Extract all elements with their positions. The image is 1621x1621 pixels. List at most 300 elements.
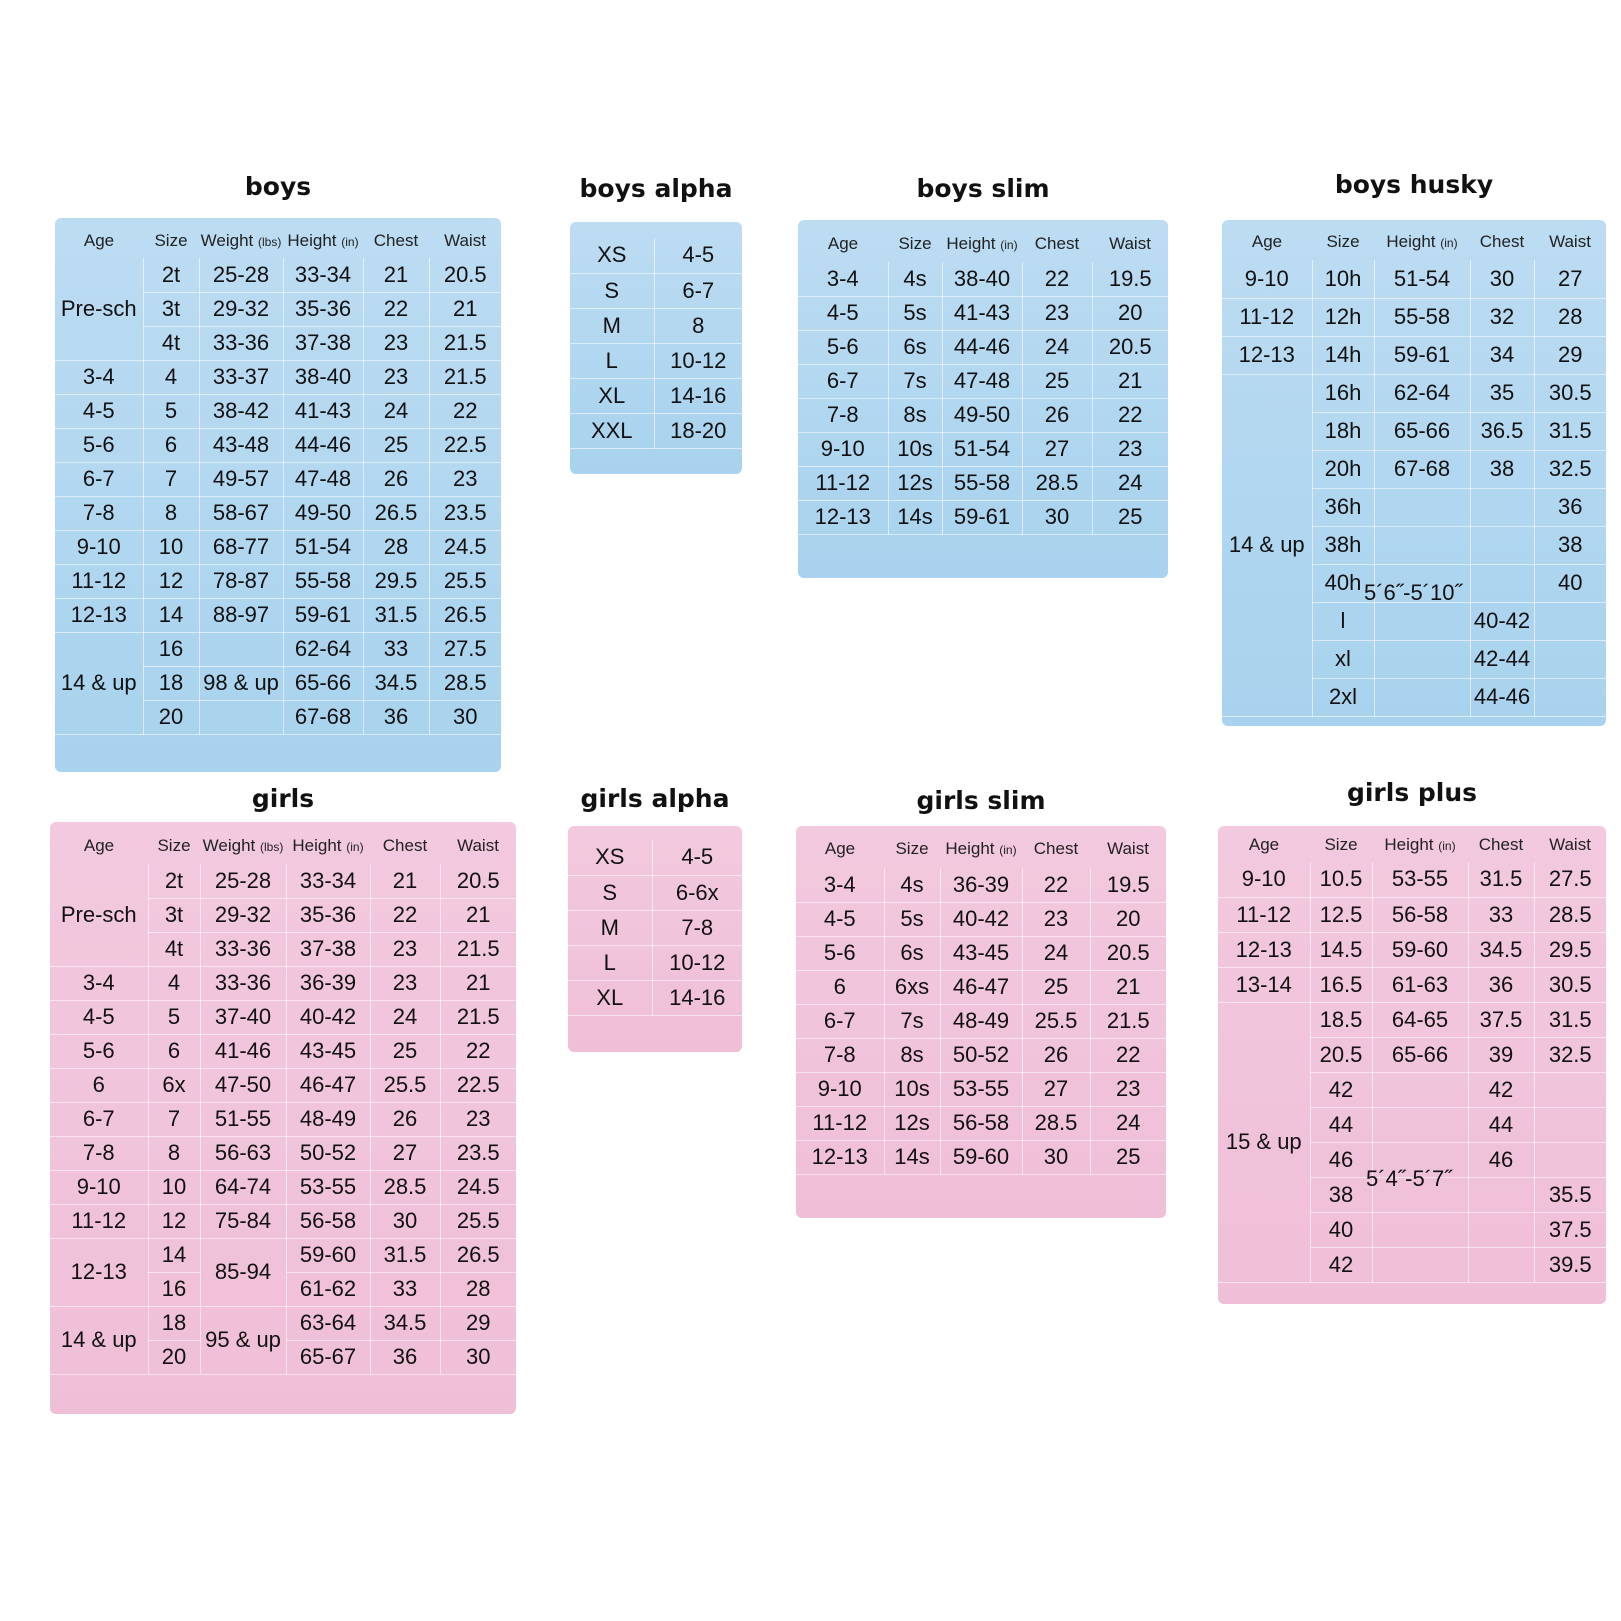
height-cell: 51-54 [1374, 260, 1470, 298]
chest-cell: 25 [1022, 364, 1092, 398]
age-cell: 9-10 [50, 1170, 148, 1204]
size-cell: 2t [148, 864, 200, 898]
table-row [798, 296, 1168, 330]
height-cell: 50-52 [940, 1038, 1022, 1072]
age-cell: 6-7 [55, 462, 143, 496]
chest-cell: 34.5 [370, 1306, 440, 1340]
height-cell: 40-42 [940, 902, 1022, 936]
table-row [50, 1000, 516, 1034]
size-cell: 40h [1312, 564, 1374, 602]
height-cell: 37-38 [286, 932, 370, 966]
header-waist: Waist [1107, 839, 1149, 858]
size-cell: 2xl [1312, 678, 1374, 716]
height-cell [1374, 488, 1470, 526]
waist-cell: 24.5 [429, 530, 501, 564]
boys-slim-panel [798, 220, 1168, 578]
table-row [50, 1170, 516, 1204]
chest-cell: 26.5 [363, 496, 429, 530]
size-cell: 14s [888, 500, 942, 534]
waist-cell: 19.5 [1090, 868, 1166, 902]
height-cell [1372, 1072, 1468, 1107]
waist-cell: 24 [1090, 1106, 1166, 1140]
table-row [50, 1238, 516, 1272]
age-cell: 6-7 [798, 364, 888, 398]
alpha-range-cell: 6-7 [654, 273, 742, 308]
weight-cell: 47-50 [200, 1068, 286, 1102]
age-cell: 9-10 [55, 530, 143, 564]
weight-cell [199, 632, 283, 666]
age-cell: 14 & up [50, 1306, 148, 1374]
table-row [798, 262, 1168, 296]
age-cell: 9-10 [1222, 260, 1312, 298]
size-cell: 16h [1312, 374, 1374, 412]
table-row [796, 1072, 1166, 1106]
size-cell: 8s [884, 1038, 940, 1072]
chest-cell: 22 [1022, 868, 1090, 902]
height-cell: 56-58 [1372, 897, 1468, 932]
size-cell: 4t [148, 932, 200, 966]
waist-cell: 28.5 [429, 666, 501, 700]
chest-cell: 30 [1470, 260, 1534, 298]
waist-cell: 28 [1534, 298, 1606, 336]
girls-title: girls [251, 784, 315, 813]
chest-cell: 34.5 [1468, 932, 1534, 967]
chest-cell: 21 [370, 864, 440, 898]
chest-cell: 31.5 [363, 598, 429, 632]
height-cell: 38-40 [283, 360, 363, 394]
age-cell: 6-7 [50, 1102, 148, 1136]
table-row [50, 966, 516, 1000]
header-chest: Chest [1478, 835, 1524, 854]
weight-cell: 64-74 [200, 1170, 286, 1204]
waist-cell: 28.5 [1534, 897, 1606, 932]
size-cell: 10.5 [1310, 862, 1372, 897]
waist-cell: 21.5 [440, 932, 516, 966]
boys-table [55, 224, 501, 735]
age-cell: 4-5 [798, 296, 888, 330]
waist-cell: 21 [1090, 970, 1166, 1004]
table-row [50, 864, 516, 898]
table-row [50, 1306, 516, 1340]
header-age: Age [83, 836, 115, 855]
chest-cell: 30 [1022, 500, 1092, 534]
height-cell: 65-66 [1372, 1037, 1468, 1072]
height-cell: 33-34 [286, 864, 370, 898]
age-cell: 15 & up [1218, 1002, 1310, 1282]
table-row [796, 868, 1166, 902]
chest-cell: 28.5 [370, 1170, 440, 1204]
waist-cell: 21 [1092, 364, 1168, 398]
boys-panel [55, 218, 501, 772]
waist-cell: 20.5 [440, 864, 516, 898]
table-row [796, 970, 1166, 1004]
chest-cell [1470, 526, 1534, 564]
height-cell: 49-50 [942, 398, 1022, 432]
age-cell: 7-8 [796, 1038, 884, 1072]
chest-cell: 23 [363, 326, 429, 360]
height-cell: 40-42 [286, 1000, 370, 1034]
chest-cell: 24 [1022, 330, 1092, 364]
size-cell: xl [1312, 640, 1374, 678]
size-cell: 6 [148, 1034, 200, 1068]
size-cell: 40 [1310, 1212, 1372, 1247]
size-cell: 36h [1312, 488, 1374, 526]
age-cell: 3-4 [50, 966, 148, 1000]
table-row [568, 875, 742, 910]
table-row [796, 1004, 1166, 1038]
table-row [50, 1136, 516, 1170]
height-cell: 46-47 [940, 970, 1022, 1004]
age-cell: 3-4 [796, 868, 884, 902]
height-cell: 67-68 [1374, 450, 1470, 488]
size-cell: 7s [884, 1004, 940, 1038]
waist-cell: 30.5 [1534, 374, 1606, 412]
boys-title: boys [244, 172, 312, 201]
alpha-size-cell: XS [568, 840, 652, 875]
chest-cell: 44-46 [1470, 678, 1534, 716]
boys-husky-panel [1222, 220, 1606, 726]
chest-cell: 25 [363, 428, 429, 462]
table-row [798, 364, 1168, 398]
header-size: Size [1326, 232, 1360, 251]
chest-cell: 33 [370, 1272, 440, 1306]
age-cell: 11-12 [798, 466, 888, 500]
boys-husky-table [1222, 224, 1606, 717]
age-cell: 11-12 [1222, 298, 1312, 336]
header-size: Size [1324, 835, 1358, 854]
table-row [55, 598, 501, 632]
chest-cell: 23 [1022, 296, 1092, 330]
height-cell: 51-54 [283, 530, 363, 564]
waist-cell: 26.5 [440, 1238, 516, 1272]
header-waist: Waist [444, 231, 486, 250]
age-cell: 11-12 [50, 1204, 148, 1238]
height-cell: 47-48 [283, 462, 363, 496]
chest-cell: 36 [363, 700, 429, 734]
height-cell: 59-61 [283, 598, 363, 632]
table-row [1218, 897, 1606, 932]
waist-cell [1534, 1107, 1606, 1142]
waist-cell: 22 [1092, 398, 1168, 432]
age-cell: 4-5 [55, 394, 143, 428]
weight-cell: 37-40 [200, 1000, 286, 1034]
weight-cell: 49-57 [199, 462, 283, 496]
boys-alpha-panel [570, 222, 742, 474]
weight-cell: 33-36 [200, 966, 286, 1000]
waist-cell: 37.5 [1534, 1212, 1606, 1247]
size-cell: 5 [148, 1000, 200, 1034]
chest-cell: 23 [1022, 902, 1090, 936]
waist-cell: 24 [1092, 466, 1168, 500]
size-cell: 20h [1312, 450, 1374, 488]
girls-chart [50, 776, 516, 1414]
height-cell: 46-47 [286, 1068, 370, 1102]
header-chest: Chest [373, 231, 419, 250]
waist-cell [1534, 1142, 1606, 1177]
table-row [1218, 862, 1606, 897]
table-row [798, 500, 1168, 534]
alpha-range-cell: 4-5 [654, 238, 742, 273]
table-row [1218, 932, 1606, 967]
waist-cell: 22 [429, 394, 501, 428]
chest-cell: 31.5 [370, 1238, 440, 1272]
boys-slim-title: boys slim [916, 174, 1050, 203]
height-cell: 49-50 [283, 496, 363, 530]
height-cell: 59-60 [940, 1140, 1022, 1174]
table-row [55, 428, 501, 462]
size-cell: 10s [888, 432, 942, 466]
alpha-range-cell: 14-16 [652, 980, 742, 1015]
size-cell: 12h [1312, 298, 1374, 336]
size-cell: 3t [143, 292, 199, 326]
alpha-range-cell: 4-5 [652, 840, 742, 875]
weight-cell: 78-87 [199, 564, 283, 598]
height-cell: 65-66 [1374, 412, 1470, 450]
height-cell: 35-36 [283, 292, 363, 326]
waist-cell [1534, 640, 1606, 678]
size-cell: 12.5 [1310, 897, 1372, 932]
waist-cell: 32.5 [1534, 450, 1606, 488]
weight-cell: 33-36 [199, 326, 283, 360]
waist-cell [1534, 678, 1606, 716]
header-waist: Waist [1549, 835, 1591, 854]
size-cell: 20 [148, 1340, 200, 1374]
size-cell: 10 [143, 530, 199, 564]
chest-cell: 35 [1470, 374, 1534, 412]
weight-cell: 51-55 [200, 1102, 286, 1136]
table-row [568, 980, 742, 1015]
table-row [1218, 1002, 1606, 1037]
height-cell: 43-45 [940, 936, 1022, 970]
alpha-size-cell: S [570, 273, 654, 308]
waist-cell: 20.5 [429, 258, 501, 292]
chest-cell: 23 [370, 932, 440, 966]
chest-cell: 30 [370, 1204, 440, 1238]
chest-cell: 40-42 [1470, 602, 1534, 640]
waist-cell: 22.5 [440, 1068, 516, 1102]
waist-cell: 20 [1092, 296, 1168, 330]
table-row [570, 273, 742, 308]
chest-cell [1470, 564, 1534, 602]
alpha-range-cell: 6-6x [652, 875, 742, 910]
waist-cell: 25.5 [440, 1204, 516, 1238]
height-cell [1374, 526, 1470, 564]
age-cell: 12-13 [1222, 336, 1312, 374]
weight-cell: 29-32 [200, 898, 286, 932]
chest-cell: 25.5 [370, 1068, 440, 1102]
table-row [796, 936, 1166, 970]
size-cell: l [1312, 602, 1374, 640]
height-cell: 55-58 [283, 564, 363, 598]
chest-cell [1468, 1212, 1534, 1247]
girls-slim-title: girls slim [916, 786, 1046, 815]
height-cell: 65-67 [286, 1340, 370, 1374]
weight-cell: 88-97 [199, 598, 283, 632]
age-cell: 5-6 [798, 330, 888, 364]
height-cell [1372, 1247, 1468, 1282]
size-cell: 42 [1310, 1072, 1372, 1107]
age-cell: 12-13 [798, 500, 888, 534]
chest-cell: 26 [363, 462, 429, 496]
header-chest: Chest [1034, 234, 1080, 253]
weight-cell: 58-67 [199, 496, 283, 530]
size-cell: 16.5 [1310, 967, 1372, 1002]
waist-cell: 25 [1090, 1140, 1166, 1174]
waist-cell: 29 [1534, 336, 1606, 374]
chest-cell: 27 [1022, 432, 1092, 466]
chest-cell: 25.5 [1022, 1004, 1090, 1038]
boys-chart [55, 172, 501, 772]
chest-cell: 28 [363, 530, 429, 564]
alpha-range-cell: 7-8 [652, 910, 742, 945]
size-cell: 18h [1312, 412, 1374, 450]
chest-cell: 26 [1022, 398, 1092, 432]
alpha-size-cell: XS [570, 238, 654, 273]
header-age: Age [827, 234, 859, 253]
size-cell: 12s [888, 466, 942, 500]
age-cell: 3-4 [55, 360, 143, 394]
chest-cell: 32 [1470, 298, 1534, 336]
chest-cell: 22 [370, 898, 440, 932]
age-cell: Pre-sch [50, 864, 148, 966]
table-row [570, 343, 742, 378]
girls-alpha-title: girls alpha [580, 784, 730, 813]
waist-cell: 22 [440, 1034, 516, 1068]
height-cell: 59-61 [942, 500, 1022, 534]
chest-cell: 38 [1470, 450, 1534, 488]
size-cell: 6s [888, 330, 942, 364]
size-cell: 14 [143, 598, 199, 632]
alpha-range-cell: 10-12 [652, 945, 742, 980]
waist-cell: 21 [440, 898, 516, 932]
chest-cell: 23 [363, 360, 429, 394]
waist-cell: 23 [1090, 1072, 1166, 1106]
table-row [568, 945, 742, 980]
height-cell: 63-64 [286, 1306, 370, 1340]
weight-cell: 25-28 [199, 258, 283, 292]
height-cell: 48-49 [940, 1004, 1022, 1038]
waist-cell: 23 [1092, 432, 1168, 466]
size-cell: 4s [884, 868, 940, 902]
table-row [1222, 260, 1606, 298]
table-row [55, 496, 501, 530]
alpha-size-cell: XL [570, 378, 654, 413]
header-height: Height (in) [1386, 232, 1458, 251]
table-row [796, 1140, 1166, 1174]
alpha-size-cell: S [568, 875, 652, 910]
table-row [798, 398, 1168, 432]
size-cell: 7 [148, 1102, 200, 1136]
height-cell: 41-43 [942, 296, 1022, 330]
header-size: Size [898, 234, 932, 253]
height-cell: 55-58 [1374, 298, 1470, 336]
waist-cell: 35.5 [1534, 1177, 1606, 1212]
size-cell: 10s [884, 1072, 940, 1106]
age-cell: 9-10 [796, 1072, 884, 1106]
weight-cell: 68-77 [199, 530, 283, 564]
height-cell: 59-60 [1372, 932, 1468, 967]
table-row [570, 378, 742, 413]
chest-cell: 37.5 [1468, 1002, 1534, 1037]
weight-cell: 33-36 [200, 932, 286, 966]
age-cell: 6-7 [796, 1004, 884, 1038]
height-cell: 44-46 [283, 428, 363, 462]
size-cell: 16 [148, 1272, 200, 1306]
chest-cell: 24 [1022, 936, 1090, 970]
table-row [798, 432, 1168, 466]
size-cell: 14 [148, 1238, 200, 1272]
header-size: Size [154, 231, 188, 250]
alpha-range-cell: 8 [654, 308, 742, 343]
age-cell: 12-13 [55, 598, 143, 632]
height-cell: 53-55 [286, 1170, 370, 1204]
girls-slim-table [796, 830, 1166, 1175]
height-cell: 64-65 [1372, 1002, 1468, 1037]
chest-cell: 44 [1468, 1107, 1534, 1142]
waist-cell: 29.5 [1534, 932, 1606, 967]
size-cell: 6 [143, 428, 199, 462]
height-cell: 51-54 [942, 432, 1022, 466]
waist-cell: 23.5 [429, 496, 501, 530]
header-chest: Chest [1479, 232, 1525, 251]
chest-cell: 36 [370, 1340, 440, 1374]
alpha-range-cell: 10-12 [654, 343, 742, 378]
chest-cell: 39 [1468, 1037, 1534, 1072]
weight-cell: 38-42 [199, 394, 283, 428]
weight-cell: 95 & up [200, 1306, 286, 1374]
height-cell: 36-39 [940, 868, 1022, 902]
alpha-size-cell: L [570, 343, 654, 378]
alpha-size-cell: M [570, 308, 654, 343]
table-row [1222, 298, 1606, 336]
size-cell: 5s [884, 902, 940, 936]
boys-alpha-title: boys alpha [579, 174, 733, 203]
table-row [55, 360, 501, 394]
waist-cell: 38 [1534, 526, 1606, 564]
size-cell: 20.5 [1310, 1037, 1372, 1072]
girls-table [50, 828, 516, 1375]
weight-cell: 25-28 [200, 864, 286, 898]
height-cell: 61-62 [286, 1272, 370, 1306]
chest-cell: 25 [1022, 970, 1090, 1004]
waist-cell: 21 [429, 292, 501, 326]
size-cell: 5 [143, 394, 199, 428]
height-cell: 65-66 [283, 666, 363, 700]
waist-cell: 23.5 [440, 1136, 516, 1170]
table-row [568, 840, 742, 875]
chest-cell: 27 [370, 1136, 440, 1170]
height-cell: 37-38 [283, 326, 363, 360]
waist-cell: 30.5 [1534, 967, 1606, 1002]
header-chest: Chest [382, 836, 428, 855]
table-row [570, 308, 742, 343]
chest-cell: 22 [363, 292, 429, 326]
chest-cell: 36.5 [1470, 412, 1534, 450]
age-cell: 11-12 [55, 564, 143, 598]
waist-cell: 21 [440, 966, 516, 1000]
size-cell: 4 [143, 360, 199, 394]
height-cell: 47-48 [942, 364, 1022, 398]
age-cell: 12-13 [1218, 932, 1310, 967]
chest-cell [1470, 488, 1534, 526]
header-waist: Waist [457, 836, 499, 855]
chest-cell: 34 [1470, 336, 1534, 374]
size-cell: 6x [148, 1068, 200, 1102]
waist-cell: 23 [429, 462, 501, 496]
height-cell: 43-45 [286, 1034, 370, 1068]
chest-cell: 26 [370, 1102, 440, 1136]
weight-cell: 75-84 [200, 1204, 286, 1238]
